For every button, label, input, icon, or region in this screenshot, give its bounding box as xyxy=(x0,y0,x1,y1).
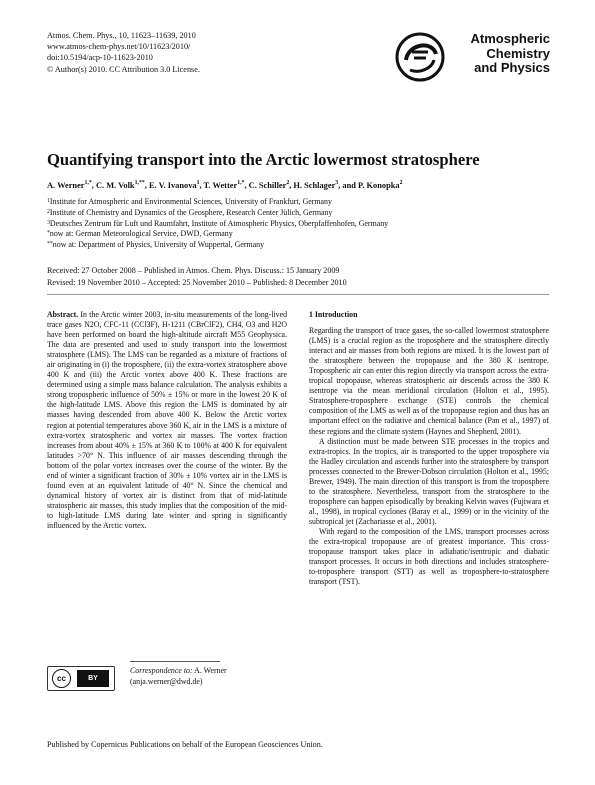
publication-dates: Received: 27 October 2008 – Published in Atmos. Chem. Phys. Discuss.: 15 January 2009 Revised: 19 November 2010 – Accepted: 25 November 2010 – Published: 8 December 2010 xyxy=(47,266,347,287)
header-line: Atmos. Chem. Phys., 10, 11623–11639, 2010 xyxy=(47,31,196,40)
introduction-column xyxy=(309,310,549,587)
header-line[interactable]: www.atmos-chem-phys.net/10/11623/2010/ xyxy=(47,42,191,52)
header-divider xyxy=(47,294,549,295)
paper-title: Quantifying transport into the Arctic lowermost stratosphere xyxy=(47,150,480,169)
abstract-column xyxy=(47,310,287,531)
header-line: © Author(s) 2010. CC Attribution 3.0 License. xyxy=(47,64,200,74)
intro-paragraph: With regard to the composition of the LMS, transport processes across the extra-tropical tropopause are of greatest importance. This cross-tropopause transport takes place in adiabatic/isentropic and diabatic transport processes. It occurs in both directions and includes stratosphere-to-troposphere transport (STT) as well as troposphere-to-stratosphere transport (TST). xyxy=(309,526,549,587)
intro-paragraph: A distinction must be made between STE processes in the tropics and extra-tropics. In the tropics, air is transported to the upper troposphere via the Hadley circulation and ascends further into the stratosphere by transport processes connected to the Brewer-Dobson circulation (Holton et al., 1995; Brewer, 1949). The main direction of this transport is from the troposphere to the stratosphere. Nevertheless, transport from the stratosphere to the troposphere can happen episodically by breaking Kelvin waves (Fujiwara et al., 1998), in tropical cyclones (Baray et al., 1999) or in the vicinity of the subtropical jet (Zachariasse et al., 2001). xyxy=(309,436,549,526)
cc-icon: cc xyxy=(52,669,71,688)
affiliations xyxy=(47,197,388,251)
correspondence-email[interactable]: (anja.werner@dwd.de) xyxy=(130,677,203,686)
correspondence: Correspondence to: A. Werner (anja.werner@dwd.de) xyxy=(130,666,227,686)
affiliation-item: $^3$Deutsches Zentrum für Luft und Raumfahrt, Institute of Atmospheric Physics, Oberpfaffenhofen, Germany xyxy=(47,218,389,228)
journal-name: Atmospheric Chemistry and Physics xyxy=(470,31,550,75)
section-heading: 1 Introduction xyxy=(309,310,358,319)
journal-logo xyxy=(392,30,552,84)
header-line: doi:10.5194/acp-10-11623-2010 xyxy=(47,53,153,63)
author-list: A. Werner$^{1,*}$, C. M. Volk$^{1,**}$, E. V. Ivanova$^1$, T. Wetter$^{1,*}$, C. Schiller$^2$, H. Schlager$^3$, and P. Konopka$^2$ xyxy=(47,180,403,190)
egu-swirl-icon xyxy=(392,30,452,84)
publisher-footer: Published by Copernicus Publications on behalf of the European Geosciences Union. xyxy=(47,740,323,749)
by-icon: BY xyxy=(77,670,109,687)
intro-paragraph: Regarding the transport of trace gases, the so-called lowermost stratosphere (LMS) is a crucial region as the troposphere and the stratosphere directly interact and air masses from both regions are mixed. It is the lowest part of the stratosphere between the tropopause and the 380 K isentrope. Tropospheric air can enter this region directly via transport across the extra-tropical tropopause, whereas stratospheric air descends across the 380 K isentrope via the mean meridional circulation (Holton et al., 1995). Stratosphere-troposphere exchange (STE) controls the chemical composition of the LMS as well as of the tropopause region and thus has an important effect on the radiative and chemical balance (Pan et al., 1997) of these regions and the climate system (Haynes and Shepherd, 2001). xyxy=(309,326,549,436)
affiliation-item: $^1$Institute for Atmospheric and Environmental Sciences, University of Frankfurt, Germany xyxy=(47,197,332,206)
citation-header xyxy=(47,30,200,75)
cc-license-badge[interactable] xyxy=(47,666,115,691)
affiliation-item: *now at: German Meteorological Service, DWD, Germany xyxy=(47,229,233,239)
footnote-divider xyxy=(130,661,220,662)
affiliation-item: $^2$Institute of Chemistry and Dynamics of the Geosphere, Research Center Jülich, Germany xyxy=(47,207,333,217)
abstract: Abstract. In the Arctic winter 2003, in-situ measurements of the long-lived trace gases N2O, CFC-11 (CCl3F), H-1211 (CBrClF2), CH4, O3 and H2O have been performed on board the high-altitude aircraft M55 Geophysica. The data are presented and used to study transport into the lowermost stratosphere (LMS). The LMS can be regarded as a mixture of fractions of air originating in (i) the troposphere, (ii) the extra-vortex stratosphere above 400 K and (iii) the Arctic vortex above 400 K. These fractions are determined using a simple mass balance calculation. The analysis exhibits a strong tropospheric influence of 50% ± 15% or more in the lowest 20 K of the high-latitude LMS. Above this region the LMS is dominated by air masses having descended from above 400 K. Below the Arctic vortex region at potential temperatures above 360 K, air in the LMS is a mixture of extra-vortex stratospheric and vortex air masses. The vortex fraction increases from about 40% ± 15% at 360 K to 100% at 400 K for equivalent latitudes >70° N. This influence of air masses descending through the bottom of the polar vortex increases over the course of the winter. By the end of winter a significant fraction of 30% ± 10% vortex air in the LMS is found even at an equivalent latitude of 40° N. Since the chemical and dynamical history of vortex air is distinct from that of mid-latitude stratospheric air masses, this study implies that the composition of the mid- to high-latitude LMS during late winter and spring is significantly influenced by the Arctic vortex. xyxy=(47,310,287,530)
affiliation-item: **now at: Department of Physics, University of Wuppertal, Germany xyxy=(47,240,265,250)
